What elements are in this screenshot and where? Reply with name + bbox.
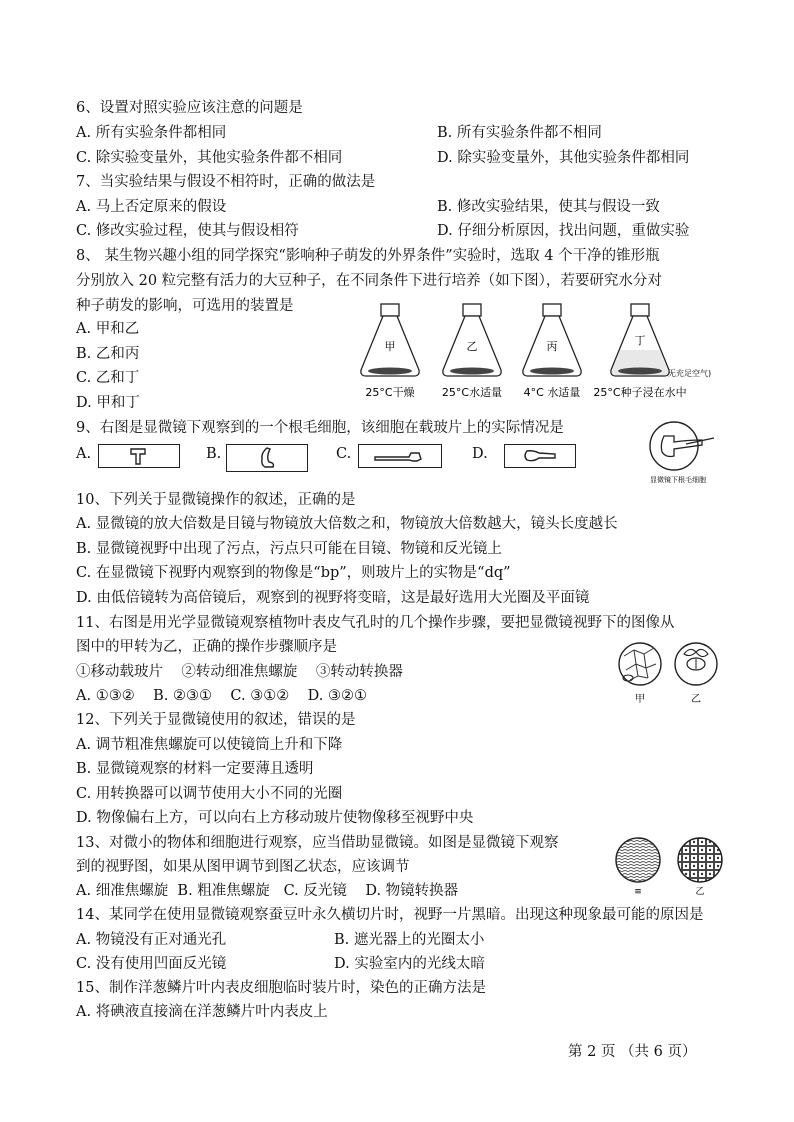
q8-stem-line1: 8、 某生物兴趣小组的同学探究“影响种子萌发的外界条件”实验时，选取 4 个干净的锥形瓶: [76, 248, 660, 264]
q9-option-a-label: A.: [76, 446, 92, 462]
flask-jia-condition: 25°C干燥: [365, 386, 415, 399]
flask-bing-condition: 4°C 水适量: [523, 386, 581, 399]
q14-stem: 14、某同学在使用显微镜观察蚕豆叶永久横切片时，视野一片黑暗。出现这种现象最可能的原因是: [76, 907, 704, 923]
q13-label-yi: 乙: [695, 887, 705, 897]
q8-stem-line3: 种子萌发的影响，可选用的装置是: [76, 298, 294, 314]
q15-option-a: A. 将碘液直接滴在洋葱鳞片叶内表皮上: [76, 1004, 328, 1020]
flask-ding-note: 无充足空气): [668, 369, 712, 378]
flask-jia: [361, 304, 419, 399]
q14-option-a: A. 物镜没有正对通光孔: [76, 932, 227, 948]
q14-option-c: C. 没有使用凹面反光镜: [76, 956, 227, 972]
q7-option-a: A. 马上否定原来的假设: [76, 199, 227, 215]
q8-option-a: A. 甲和乙: [76, 321, 140, 337]
q13-stem-line2: 到的视野图，如果从图甲调节到图乙状态，应该调节: [76, 859, 410, 875]
q11-stem-line2: 图中的甲转为乙，正确的操作步骤顺序是: [76, 639, 337, 655]
q12-option-d: D. 物像偏右上方，可以向右上方移动玻片使物像移至视野中央: [76, 810, 474, 826]
flask-ding-label: 丁: [634, 334, 646, 347]
q10-option-a: A. 显微镜的放大倍数是目镜与物镜放大倍数之和，物镜放大倍数越大，镜头长度越长: [76, 516, 618, 532]
q6-option-c: C. 除实验变量外，其他实验条件都不相同: [76, 150, 343, 166]
q9-option-d-figure: [504, 444, 576, 468]
q9-stem: 9、右图是显微镜下观察到的一个根毛细胞，该细胞在载玻片上的实际情况是: [76, 420, 564, 436]
q8-flask-figure: [350, 300, 730, 405]
q11-steps: ①移动载玻片 ②转动细准焦螺旋 ③转动转换器: [76, 664, 403, 680]
page-number-footer: 第 2 页 （共 6 页）: [568, 1044, 697, 1060]
q9-root-hair-figure: [636, 418, 720, 486]
q6-option-a: A. 所有实验条件都相同: [76, 125, 227, 141]
q11-options: A. ①③② B. ②③① C. ③①② D. ③②①: [76, 688, 367, 704]
q11-stem-line1: 11、右图是用光学显微镜观察植物叶表皮气孔时的几个操作步骤，要把显微镜视野下的图像从: [76, 615, 675, 631]
flask-yi-label: 乙: [466, 340, 478, 353]
q7-option-b: B. 修改实验结果，使其与假设一致: [437, 199, 660, 215]
q6-stem: 6、设置对照实验应该注意的问题是: [76, 100, 303, 116]
q8-stem-line2: 分别放入 20 粒完整有活力的大豆种子，在不同条件下进行培养（如下图），若要研究水分对: [76, 273, 662, 289]
q10-option-c: C. 在显微镜下视野内观察到的物像是“bp”，则玻片上的实物是“dq”: [76, 565, 511, 581]
q15-stem: 15、制作洋葱鳞片叶内表皮细胞临时装片时，染色的正确方法是: [76, 980, 486, 996]
q11-label-jia: 甲: [635, 694, 645, 705]
q12-option-b: B. 显微镜观察的材料一定要薄且透明: [76, 761, 314, 777]
q10-option-d: D. 由低倍镜转为高倍镜后，观察到的视野将变暗，这是最好选用大光圈及平面镜: [76, 590, 590, 606]
q9-option-c-label: C.: [336, 446, 352, 462]
q11-view-jia: [619, 643, 661, 705]
q14-option-d: D. 实验室内的光线太暗: [334, 956, 485, 972]
flask-ding-condition: 25°C种子浸在水中: [593, 386, 687, 399]
q13-view-jia: [616, 838, 660, 897]
flask-jia-label: 甲: [384, 340, 396, 353]
q9-option-c-figure: [358, 444, 442, 468]
flask-yi-condition: 25°C水适量: [441, 386, 503, 399]
q11-view-yi: [675, 643, 717, 705]
flask-ding: [593, 304, 686, 399]
q8-option-b: B. 乙和丙: [76, 346, 140, 362]
q6-option-d: D. 除实验变量外，其他实验条件都相同: [437, 150, 690, 166]
q13-cell-views-figure: [610, 830, 730, 902]
q6-option-b: B. 所有实验条件都不相同: [437, 125, 602, 141]
q13-view-yi: [678, 838, 722, 897]
q8-option-d: D. 甲和丁: [76, 395, 140, 411]
q10-stem: 10、下列关于显微镜操作的叙述，正确的是: [76, 492, 356, 508]
flask-bing-label: 丙: [546, 340, 558, 353]
q13-stem-line1: 13、对微小的物体和细胞进行观察，应当借助显微镜。如图是显微镜下观察: [76, 835, 559, 851]
q12-option-a: A. 调节粗准焦螺旋可以使镜筒上升和下降: [76, 737, 343, 753]
q13-label-jia: ≡: [634, 887, 642, 897]
q14-option-b: B. 遮光器上的光圈太小: [334, 932, 485, 948]
q10-option-b: B. 显微镜视野中出现了污点，污点只可能在目镜、物镜和反光镜上: [76, 541, 502, 557]
q7-stem: 7、当实验结果与假设不相符时，正确的做法是: [76, 174, 376, 190]
flask-bing: [523, 304, 581, 399]
q12-stem: 12、下列关于显微镜使用的叙述，错误的是: [76, 712, 356, 728]
q9-option-d-label: D.: [472, 446, 488, 462]
q12-option-c: C. 用转换器可以调节使用大小不同的光圈: [76, 786, 343, 802]
q9-caption: 显微镜下根毛细胞: [650, 476, 706, 484]
q9-option-b-label: B.: [206, 446, 222, 462]
q7-option-d: D. 仔细分析原因，找出问题，重做实验: [437, 223, 690, 239]
q11-label-yi: 乙: [691, 694, 701, 705]
q8-option-c: C. 乙和丁: [76, 370, 140, 386]
q13-options: A. 细准焦螺旋 B. 粗准焦螺旋 C. 反光镜 D. 物镜转换器: [76, 883, 459, 899]
q9-option-b-figure: [226, 444, 308, 472]
q9-option-a-figure: [98, 444, 180, 468]
flask-yi: [442, 304, 502, 399]
q7-option-c: C. 修改实验过程，使其与假设相符: [76, 223, 299, 239]
q11-stomata-figure: [614, 636, 724, 708]
